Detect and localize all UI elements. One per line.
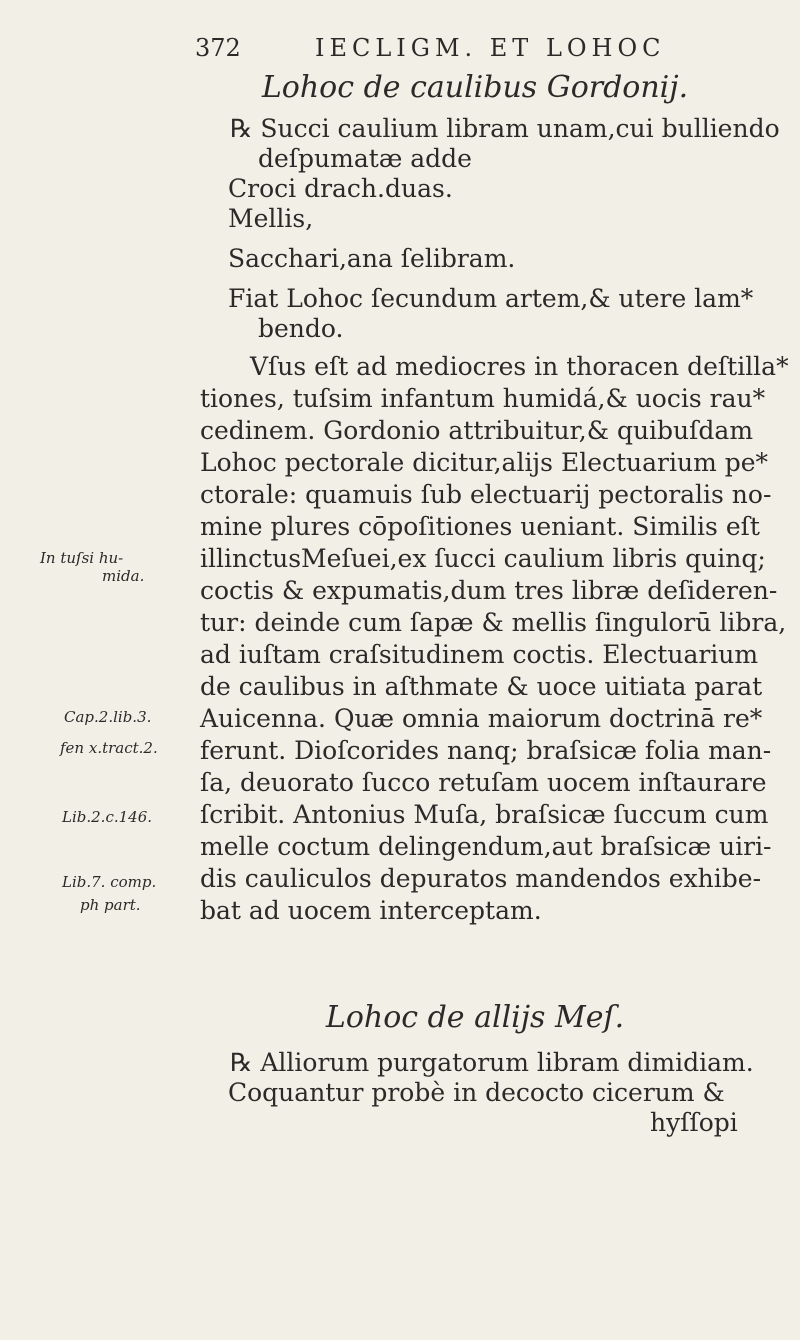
margin-note: ph part. xyxy=(80,896,141,914)
margin-note: Cap.2.lib.3. xyxy=(64,708,152,726)
text-line: tur: deinde cum ſapæ & mellis ſingulorū libra, xyxy=(200,608,787,637)
text-line: de caulibus in aſthmate & uoce uitiata parat xyxy=(200,672,763,701)
text-line: Auicenna. Quæ omnia maiorum doctrinā re* xyxy=(200,704,763,733)
text-line: Lohoc pectorale dicitur,alijs Electuarium pe* xyxy=(200,448,769,477)
text-line: cedinem. Gordonio attribuitur,& quibuſdam xyxy=(200,416,754,445)
running-title: IECLIGM. ET LOHOC xyxy=(315,34,666,62)
text-line: Croci drach.duas. xyxy=(228,174,453,203)
text-line: Mellis, xyxy=(228,204,314,233)
text-line: ad iuſtam craſsitudinem coctis. Electuarium xyxy=(200,640,759,669)
text-line: ſcribit. Antonius Muſa, braſsicæ ſuccum cum xyxy=(200,800,769,829)
text-line: ferunt. Dioſcorides nanq; braſsicæ folia man- xyxy=(200,736,772,765)
text-line: ctorale: quamuis ſub electuarij pectoralis no- xyxy=(200,480,772,509)
section-title-lohoc-allijs: Lohoc de allijs Meſ. xyxy=(325,1000,625,1035)
page-number: 372 xyxy=(195,34,241,62)
text-line: melle coctum delingendum,aut braſsicæ uiri- xyxy=(200,832,772,861)
page-header xyxy=(195,34,715,64)
margin-note: In tuſsi hu- xyxy=(40,549,124,567)
text-line: Vſus eſt ad mediocres in thoracen deſtilla* xyxy=(250,352,789,381)
text-line: tiones, tuſsim infantum humidá,& uocis rau* xyxy=(200,384,766,413)
text-line: bendo. xyxy=(258,314,344,343)
text-line: ſa, deuorato ſucco retuſam uocem inſtaurare xyxy=(200,768,767,797)
text-line: dis cauliculos depuratos mandendos exhibe- xyxy=(200,864,762,893)
text-line: Fiat Lohoc ſecundum artem,& utere lam* xyxy=(228,284,754,313)
text-line: deſpumatæ adde xyxy=(258,144,472,173)
text-line: mine plures cōpoſitiones ueniant. Similis eſt xyxy=(200,512,760,541)
text-line: bat ad uocem interceptam. xyxy=(200,896,542,925)
margin-note: fen x.tract.2. xyxy=(60,739,158,757)
text-line: Sacchari,ana ſelibram. xyxy=(228,244,516,273)
text-line: coctis & expumatis,dum tres libræ deſideren- xyxy=(200,576,778,605)
section-title-lohoc-caulibus: Lohoc de caulibus Gordonij. xyxy=(261,70,689,105)
margin-note: Lib.7. comp. xyxy=(62,873,157,891)
margin-note: Lib.2.c.146. xyxy=(62,808,153,826)
margin-note: mida. xyxy=(102,567,145,585)
text-line: ℞ Alliorum purgatorum libram dimidiam. xyxy=(230,1048,754,1077)
text-line: Coquantur probè in decocto cicerum & xyxy=(228,1078,725,1107)
text-line: ℞ Succi caulium libram unam,cui bulliendo xyxy=(230,114,780,143)
text-line: illinctusMeſuei,ex ſucci caulium libris quinq; xyxy=(200,544,766,573)
text-line: hyſſopi xyxy=(650,1108,738,1137)
